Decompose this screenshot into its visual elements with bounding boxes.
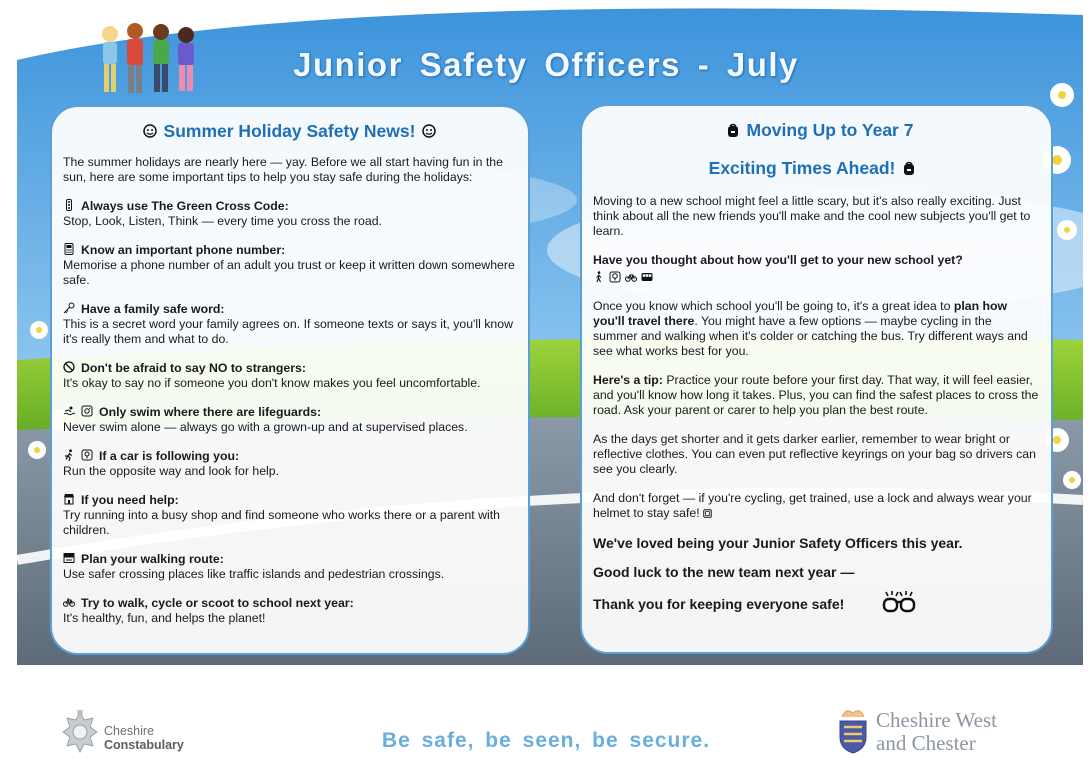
year-7-panel	[580, 104, 1053, 654]
right-panel-heading-2	[593, 156, 1039, 180]
swimmer-icon	[63, 405, 75, 417]
tip-title: If you need help:	[81, 493, 179, 507]
p2-bold-text: plan how you'll travel there	[593, 299, 1008, 328]
travel-icons	[593, 270, 1039, 285]
right-paragraph-4: As the days get shorter and it gets darker earlier, remember to wear bright or reflective clothes. You can even put reflective keyrings on your bag so drivers can see you clearly.	[593, 432, 1036, 476]
summer-safety-panel	[50, 105, 530, 655]
helmet-icon	[609, 271, 621, 283]
shop-icon	[63, 493, 75, 505]
no-entry-icon	[63, 361, 75, 373]
closing-line-3-text: Thank you for keeping everyone safe!	[593, 596, 845, 612]
logo-left-line-1: Cheshire	[104, 724, 155, 738]
closing-line-1: We've loved being your Junior Safety Officers this year.	[593, 535, 963, 551]
phone-icon	[63, 243, 75, 255]
tip-body: Try running into a busy shop and find someone who works there or a parent with children.	[63, 508, 501, 537]
tip-item	[63, 405, 516, 435]
sun-icon	[142, 123, 158, 139]
tip-title: Plan your walking route:	[81, 552, 224, 566]
page-title: Junior Safety Officers - July	[293, 46, 799, 83]
walking-icon	[593, 271, 605, 283]
right-heading-2-text: Exciting Times Ahead!	[708, 158, 896, 178]
tip-title: Try to walk, cycle or scoot to school next year:	[81, 596, 354, 610]
cheshire-west-chester-logo	[836, 705, 1016, 760]
car-warning-icon	[81, 449, 93, 461]
left-heading-text: Summer Holiday Safety News!	[163, 121, 416, 141]
helmet-icon	[703, 509, 712, 518]
right-paragraph-3	[593, 373, 1039, 418]
sun-icon	[421, 123, 437, 139]
travel-question-text: Have you thought about how you'll get to your new school yet?	[593, 253, 963, 267]
tip-body: It's healthy, fun, and helps the planet!	[63, 611, 266, 625]
tip-body: Run the opposite way and look for help.	[63, 464, 280, 478]
right-paragraph-5	[593, 491, 1039, 521]
traffic-light-icon	[63, 199, 75, 211]
bicycle-icon	[625, 271, 637, 283]
tip-body: Stop, Look, Listen, Think — every time you cross the road.	[63, 214, 382, 228]
tip-body: Memorise a phone number of an adult you trust or keep it written down somewhere safe.	[63, 258, 515, 287]
tip-item	[63, 596, 516, 626]
bus-icon	[641, 271, 653, 283]
p2-text-end: . You might have a few options — maybe cycling in the summer and walking when it's colder or catching the bus. Try different ways and see what works best for you.	[593, 314, 1028, 358]
backpack-icon	[725, 122, 741, 138]
bicycle-icon	[63, 596, 75, 608]
tip-item	[63, 243, 516, 288]
tip-body: Never swim alone — always go with a grown-up and at supervised places.	[63, 420, 468, 434]
right-paragraph-2	[593, 299, 1039, 359]
tip-body: This is a secret word your family agrees on. If someone texts or says it, you'll know it's really them and what to do.	[63, 317, 513, 346]
tip-title: Only swim where there are lifeguards:	[99, 405, 322, 419]
tip-item	[63, 552, 516, 582]
tip-title: Know an important phone number:	[81, 243, 286, 257]
tip-item	[63, 199, 516, 229]
right-paragraph-1: Moving to a new school might feel a little scary, but it's also really exciting. Just think about all the new friends you'll make and the cool new subjects you'll get to learn.	[593, 194, 1031, 238]
tip-item	[63, 302, 516, 347]
lifeguard-icon	[81, 405, 93, 417]
council-crest-icon	[836, 707, 870, 755]
footer-slogan: Be safe, be seen, be secure.	[381, 729, 711, 752]
tip-item	[63, 493, 516, 538]
key-icon	[63, 302, 75, 314]
tip-text: Practice your route before your first day. That way, it will feel easier, and you'll know how long it takes. Plus, you can find the safest places to cross the road. Ask your parent or carer to help you plan the best route.	[593, 373, 1039, 417]
tip-title: Always use The Green Cross Code:	[81, 199, 289, 213]
left-intro: The summer holidays are nearly here — yay. Before we all start having fun in the sun, here are some important tips to help you stay safe during the holidays:	[63, 155, 503, 184]
right-heading-1-text: Moving Up to Year 7	[746, 120, 914, 140]
tip-label: Here's a tip:	[593, 373, 663, 387]
tip-title: If a car is following you:	[99, 449, 240, 463]
travel-question	[593, 253, 1039, 285]
tip-title: Don't be afraid to say NO to strangers:	[81, 361, 306, 375]
p5-text: And don't forget — if you're cycling, get trained, use a lock and always wear your helmet to stay safe!	[593, 491, 1032, 520]
logo-right-line-2: and Chester	[876, 731, 976, 755]
tip-item	[63, 449, 516, 479]
runner-icon	[63, 449, 75, 461]
closing-line-3	[593, 590, 1039, 616]
logo-right-line-1: Cheshire West	[876, 708, 997, 732]
map-icon	[63, 552, 75, 564]
tip-title: Have a family safe word:	[81, 302, 225, 316]
tip-item	[63, 361, 516, 391]
right-panel-heading-1	[593, 118, 1039, 142]
closing-line-2: Good luck to the new team next year —	[593, 564, 855, 580]
backpack-icon	[901, 160, 917, 176]
left-panel-heading	[63, 119, 516, 143]
sunglasses-icon	[882, 590, 916, 616]
tip-body: It's okay to say no if someone you don't know makes you feel uncomfortable.	[63, 376, 481, 390]
p2-text-start: Once you know which school you'll be going to, it's a great idea to	[593, 299, 954, 313]
logo-left-line-2: Constabulary	[104, 738, 184, 752]
tip-body: Use safer crossing places like traffic islands and pedestrian crossings.	[63, 567, 445, 581]
